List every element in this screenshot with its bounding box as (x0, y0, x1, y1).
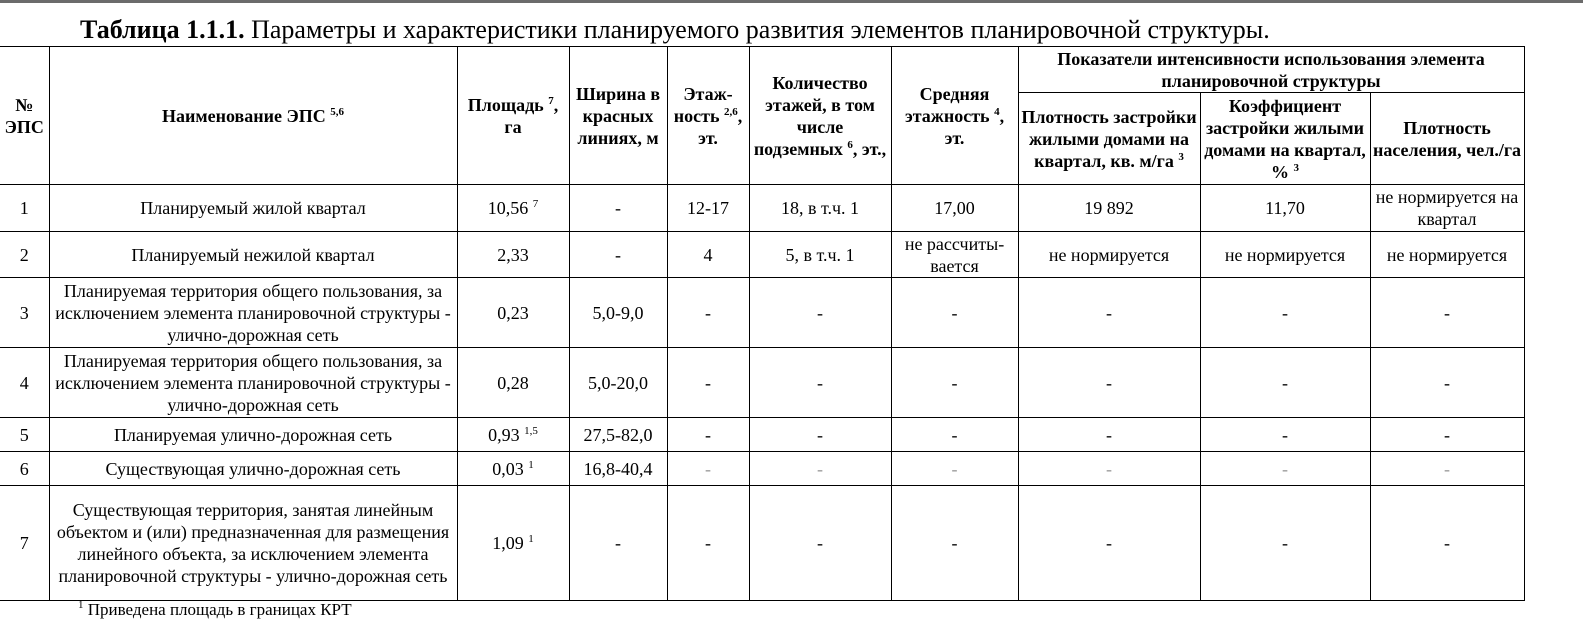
cell-floors-count-text: 18, в т.ч. 1 (780, 198, 860, 218)
cell-floors (667, 486, 749, 601)
cell-width (569, 452, 667, 486)
cell-population (1370, 278, 1524, 348)
cell-floors-count-text: - (817, 372, 823, 393)
cell-avg-floors (891, 185, 1018, 232)
cell-name (49, 418, 457, 452)
cell-coef-text: не нормируется (1224, 244, 1346, 265)
cell-density (1018, 185, 1200, 232)
cell-density-text: не нормируется (1048, 244, 1170, 265)
cell-coef-text: - (1282, 424, 1288, 445)
cell-area-text: 0,28 (497, 372, 529, 393)
header-avg-floors-text: Средняя этажность (904, 83, 990, 126)
cell-avg-floors (891, 232, 1018, 278)
cell-avg-floors-text: - (951, 424, 958, 445)
cell-name (49, 348, 457, 418)
cell-density-text: - (1106, 458, 1112, 479)
cell-avg-floors (891, 486, 1018, 601)
cell-avg-floors (891, 278, 1018, 348)
cell-area-sup: 1 (528, 533, 534, 545)
footnote-text: Приведена площадь в границах КРТ (83, 600, 352, 619)
header-population: Плотность населения, чел./га (1370, 93, 1524, 185)
cell-name (49, 185, 457, 232)
header-area-unit: , га (504, 94, 559, 137)
header-floors-count-sup: 6 (847, 138, 853, 151)
header-name-sup: 5,6 (330, 105, 344, 118)
header-floors (667, 47, 749, 185)
cell-floors-count-text: - (817, 302, 823, 323)
cell-area-text: 0,93 (488, 424, 520, 445)
cell-width (569, 232, 667, 278)
header-floors-sup: 2,6 (723, 105, 738, 118)
cell-name (49, 278, 457, 348)
cell-avg-floors (891, 348, 1018, 418)
cell-floors-count-text: 5, в т.ч. 1 (785, 244, 855, 265)
cell-name-text: Существующая территория, занятая линейным объектом и (или) предназначенная для размещения линейного объекта, за исключением элемента планировочной структуры - улично-дорожная сеть (56, 500, 450, 586)
cell-width-text: 27,5-82,0 (583, 424, 653, 445)
cell-num (0, 185, 49, 232)
cell-width (569, 278, 667, 348)
cell-num (0, 232, 49, 278)
footnote (78, 600, 352, 620)
header-coef-text: Коэффициент застройки жилыми домами на квартал, % (1204, 95, 1366, 182)
cell-population-text: - (1444, 533, 1450, 553)
header-area (457, 47, 569, 185)
cell-floors-text: - (705, 302, 711, 323)
cell-floors-text: 4 (703, 244, 713, 265)
cell-density (1018, 232, 1200, 278)
header-density-sup: 3 (1178, 150, 1184, 163)
table-row (0, 232, 1524, 278)
cell-num-text: 7 (19, 533, 29, 553)
cell-floors-count (749, 185, 891, 232)
cell-name (49, 486, 457, 601)
cell-floors-count (749, 348, 891, 418)
cell-width (569, 348, 667, 418)
cell-floors-text: - (705, 458, 711, 479)
cell-num-text: 2 (19, 244, 29, 265)
cell-area (457, 486, 569, 601)
cell-coef (1200, 185, 1370, 232)
cell-avg-floors-text: - (951, 372, 958, 393)
cell-name-text: Планируемый нежилой квартал (131, 244, 375, 265)
table-row (0, 452, 1524, 486)
table-title-text: Параметры и характеристики планируемого развития элементов планировочной структуры. (244, 15, 1270, 44)
cell-avg-floors-text: - (951, 533, 958, 553)
cell-floors-count-text: - (817, 424, 823, 445)
cell-width (569, 486, 667, 601)
table-title-number: Таблица 1.1.1. (80, 15, 245, 44)
cell-floors-text: - (705, 424, 711, 445)
cell-num (0, 486, 49, 601)
cell-population (1370, 348, 1524, 418)
cell-num-text: 5 (19, 424, 29, 445)
cell-coef-text: - (1282, 533, 1288, 553)
cell-coef-text: 11,70 (1265, 198, 1305, 218)
header-coef (1200, 93, 1370, 185)
cell-floors-text: - (705, 533, 711, 553)
cell-floors (667, 232, 749, 278)
cell-floors-text: - (705, 372, 711, 393)
header-floors-count-unit: , эт., (852, 138, 887, 159)
cell-floors-count-text: - (817, 533, 823, 553)
cell-avg-floors-text: - (951, 458, 958, 479)
cell-name-text: Планируемый жилой квартал (140, 198, 366, 218)
cell-population-text: не нормируется на квартал (1375, 187, 1519, 229)
header-floors-unit: , эт. (698, 105, 743, 148)
cell-population-text: - (1444, 302, 1450, 323)
cell-name-text: Планируемая территория общего пользования, за исключением элемента планировочной структуры - улично-дорожная сеть (55, 280, 451, 345)
cell-area-sup: 1,5 (524, 424, 538, 437)
top-edge-line (0, 0, 1583, 3)
header-area-text: Площадь (467, 94, 544, 115)
cell-density (1018, 278, 1200, 348)
cell-coef (1200, 232, 1370, 278)
cell-avg-floors-text: - (951, 302, 958, 323)
cell-density (1018, 486, 1200, 601)
cell-area-text: 10,56 (487, 198, 529, 218)
cell-coef (1200, 418, 1370, 452)
cell-population (1370, 232, 1524, 278)
cell-population-text: не нормируется (1386, 244, 1508, 265)
cell-num-text: 1 (19, 198, 29, 218)
header-avg-floors-sup: 4 (994, 105, 1000, 118)
cell-area-text: 1,09 (492, 533, 524, 553)
table-row (0, 278, 1524, 348)
cell-area (457, 348, 569, 418)
cell-floors (667, 348, 749, 418)
parameters-table (0, 46, 1525, 601)
cell-floors-count (749, 452, 891, 486)
table-row (0, 418, 1524, 452)
cell-width (569, 185, 667, 232)
cell-coef (1200, 452, 1370, 486)
cell-coef (1200, 348, 1370, 418)
cell-avg-floors (891, 418, 1018, 452)
header-floors-text: Этаж-ность (673, 83, 733, 126)
cell-num (0, 348, 49, 418)
cell-width (569, 418, 667, 452)
cell-floors (667, 452, 749, 486)
cell-floors (667, 278, 749, 348)
cell-num (0, 418, 49, 452)
cell-population-text: - (1444, 424, 1450, 445)
cell-coef-text: - (1282, 302, 1288, 323)
cell-area-text: 2,33 (497, 244, 529, 265)
header-avg-floors (891, 47, 1018, 185)
cell-name-text: Планируемая улично-дорожная сеть (113, 424, 393, 445)
header-num: № ЭПС (0, 47, 49, 185)
table-row (0, 185, 1524, 232)
cell-avg-floors (891, 452, 1018, 486)
cell-num (0, 278, 49, 348)
cell-name-text: Существующая улично-дорожная сеть (105, 458, 401, 479)
header-name (49, 47, 457, 185)
cell-population (1370, 185, 1524, 232)
cell-population (1370, 418, 1524, 452)
cell-width-text: 5,0-20,0 (588, 372, 648, 393)
cell-width-text: 16,8-40,4 (583, 458, 653, 479)
cell-area-sup: 7 (532, 198, 539, 210)
cell-density-text: 19 892 (1084, 198, 1134, 218)
cell-density-text: - (1106, 424, 1112, 445)
cell-area (457, 452, 569, 486)
cell-coef-text: - (1282, 458, 1288, 479)
footnote-sup: 1 (78, 599, 84, 611)
header-density-text: Плотность застройки жилыми домами на квартал, кв. м/га (1021, 106, 1197, 171)
cell-num (0, 452, 49, 486)
cell-floors-count (749, 278, 891, 348)
cell-density (1018, 348, 1200, 418)
cell-num-text: 4 (19, 372, 29, 393)
cell-width-text: - (615, 533, 621, 553)
cell-name (49, 232, 457, 278)
cell-area-sup: 1 (528, 458, 534, 471)
cell-area (457, 232, 569, 278)
header-floors-count (749, 47, 891, 185)
cell-coef (1200, 486, 1370, 601)
cell-coef (1200, 278, 1370, 348)
cell-width-text: 5,0-9,0 (592, 302, 644, 323)
cell-width-text: - (615, 198, 621, 218)
cell-floors-count (749, 232, 891, 278)
cell-floors-text: 12-17 (687, 198, 729, 218)
cell-density-text: - (1106, 302, 1112, 323)
header-density (1018, 93, 1200, 185)
header-area-sup: 7 (548, 94, 554, 107)
cell-name (49, 452, 457, 486)
cell-floors (667, 418, 749, 452)
cell-floors-count (749, 486, 891, 601)
cell-density (1018, 418, 1200, 452)
cell-population (1370, 452, 1524, 486)
header-floors-count-text: Количество этажей, в том числе подземных (753, 72, 875, 159)
cell-num-text: 6 (19, 458, 29, 479)
cell-area (457, 185, 569, 232)
cell-area-text: 0,23 (497, 302, 529, 323)
cell-name-text: Планируемая территория общего пользования, за исключением элемента планировочной структуры - улично-дорожная сеть (55, 350, 451, 415)
header-avg-floors-unit: , эт. (944, 105, 1005, 148)
cell-population-text: - (1444, 372, 1450, 393)
header-coef-sup: 3 (1293, 161, 1299, 174)
header-width: Ширина в красных линиях, м (569, 47, 667, 185)
cell-population-text: - (1444, 458, 1450, 479)
table-title (80, 14, 1270, 46)
cell-density-text: - (1106, 372, 1112, 393)
header-name-text: Наименование ЭПС (162, 105, 326, 126)
cell-avg-floors-text: 17,00 (934, 198, 975, 218)
cell-floors (667, 185, 749, 232)
table-row (0, 486, 1524, 601)
cell-coef-text: - (1282, 372, 1288, 393)
cell-population (1370, 486, 1524, 601)
cell-floors-count (749, 418, 891, 452)
cell-density (1018, 452, 1200, 486)
table-row (0, 348, 1524, 418)
header-intensity-group: Показатели интенсивности использования элемента планировочной структуры (1018, 47, 1524, 93)
cell-area (457, 418, 569, 452)
cell-density-text: - (1106, 533, 1112, 553)
cell-num-text: 3 (19, 302, 29, 323)
cell-area-text: 0,03 (492, 458, 524, 479)
cell-floors-count-text: - (817, 458, 823, 479)
cell-width-text: - (615, 244, 621, 265)
cell-avg-floors-text: не рассчиты-вается (904, 233, 1005, 276)
cell-area (457, 278, 569, 348)
